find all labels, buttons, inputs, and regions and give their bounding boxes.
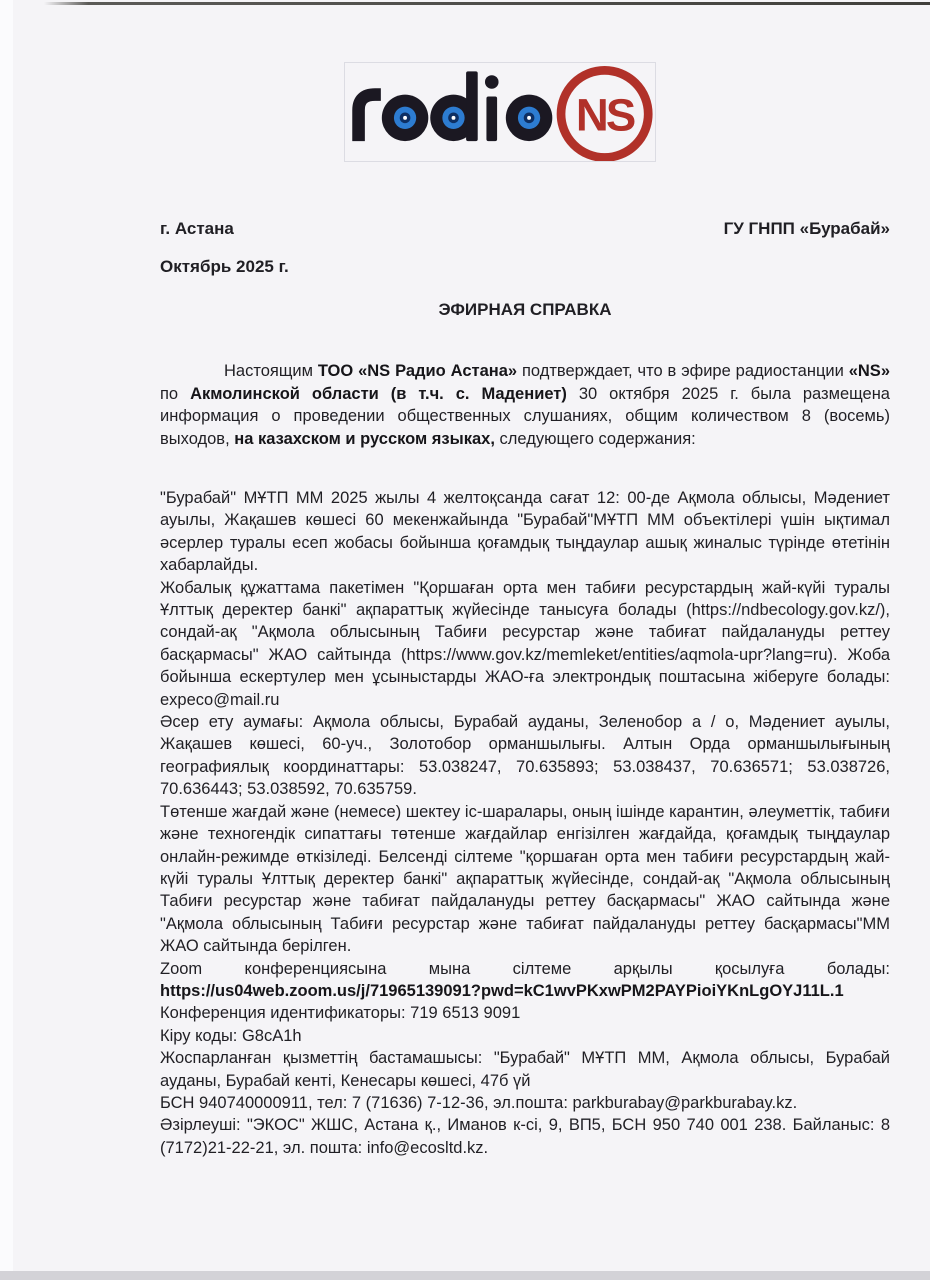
body-paragraph bbox=[160, 487, 890, 577]
text-segment: «NS» bbox=[848, 362, 890, 380]
text-segment: на казахском и русском языках, bbox=[234, 429, 495, 448]
text-segment: Әзірлеуші: "ЭКОС" ЖШС, Астана қ., Иманов к-сі, 9, ВП5, БСН 950 740 001 238. Байланыс: 8 (7172)21-22-21, эл. пошта: info@ecosltd.kz. bbox=[160, 1116, 890, 1157]
body-paragraph bbox=[160, 801, 890, 958]
text-segment: Жоспарланған қызметтің бастамашысы: "Бурабай" МҰТП ММ, Ақмола облысы, Бурабай ауданы, Бурабай кенті, Кенесары көшесі, 47б үй bbox=[160, 1049, 890, 1090]
header-date: Октябрь 2025 г. bbox=[160, 257, 289, 276]
header-organization: ГУ ГНПП «Бурабай» bbox=[723, 219, 890, 238]
text-segment: Акмолинской области (в т.ч. с. Мадениет) bbox=[190, 384, 567, 403]
body-paragraph bbox=[160, 1114, 890, 1159]
text-segment: БСН 940740000911, тел: 7 (71636) 7-12-36, эл.пошта: parkburabay@parkburabay.kz. bbox=[160, 1093, 798, 1112]
text-segment: https://us04web.zoom.us/j/71965139091?pwd=kC1wvPKxwPM2PAYPioiYKnLgOYJ11L.1 bbox=[160, 981, 844, 1000]
text-segment: по bbox=[160, 384, 191, 403]
body-paragraph bbox=[160, 1047, 890, 1092]
header-city: г. Астана bbox=[160, 219, 234, 238]
scanner-left-strip bbox=[0, 0, 13, 1280]
body-paragraph bbox=[160, 1025, 890, 1047]
speaker-dot-icon bbox=[394, 107, 416, 129]
ns-badge-text: NS bbox=[575, 89, 634, 141]
text-segment: Әсер ету аумағы: Ақмола облысы, Бурабай ауданы, Зеленобор а / о, Мәдениет ауылы, Жақашев көшесі, 60-уч., Золотобор орманшылығы. Алтын Орда орманшылығының географиялық координаттары: 53.038247, 70.635893; 53.038437, 70.636571; 53.038726, 70.636443; 53.038592, 70.635759. bbox=[160, 713, 890, 799]
radio-ns-logo bbox=[344, 62, 656, 162]
text-segment: ТОО «NS Радио Астана» bbox=[317, 362, 522, 380]
text-segment: следующего содержания: bbox=[494, 429, 696, 448]
speaker-dot-icon bbox=[442, 107, 464, 129]
scan-bottom-edge-shadow bbox=[0, 1271, 930, 1280]
body-paragraph bbox=[160, 1092, 890, 1114]
document-body bbox=[160, 487, 890, 1159]
body-paragraph bbox=[160, 711, 890, 801]
text-segment: Кіру коды: G8cA1h bbox=[160, 1026, 302, 1045]
scan-top-edge-shadow bbox=[44, 2, 930, 5]
text-segment: Жобалық құжаттама пакетімен "Қоршаған орта мен табиғи ресурстардың жай-күйі туралы Ұлттық деректер банкі" ақпараттық жүйесінде танысуға болады (https://ndbecology.gov.kz/), сондай-ақ "Ақмола облысының Табиғи ресурстар және табиғат пайдалануды реттеу басқармасы" ЖАО сайтында (https://www.gov.kz/memleket/entities/aqmola-upr?lang=ru). Жоба бойынша ескертулер мен ұсыныстарды ЖАО-ға электрондық поштасына жіберуге болады: expeco@mail.ru bbox=[160, 578, 890, 709]
text-segment: Төтенше жағдай және (немесе) шектеу іс-шаралары, оның ішінде карантин, әлеуметтік, табиғи және техногендік сипаттағы төтенше жағдайлар енгізілген жағдайда, қоғамдық тыңдаулар онлайн-режимде өткізіледі. Белсенді сілтеме "қоршаған орта мен табиғи ресурстардың жай-күйі туралы Ұлттық деректер банкі" ақпараттық жүйесінде, сондай-ақ "Ақмола облысының Табиғи ресурстар және табиғат пайдалануды реттеу басқармасы" ЖАО сайтында және "Ақмола облысының Табиғи ресурстар және табиғат пайдалануды реттеу басқармасы"ММ ЖАО сайтында берілген. bbox=[160, 802, 890, 956]
text-segment: Настоящим bbox=[224, 362, 318, 380]
document-title: ЭФИРНАЯ СПРАВКА bbox=[438, 300, 612, 319]
text-segment: 30 октября 2025 г. была размещена информация о проведении общественных слушаниях, общим количеством 8 (восемь) выходов, bbox=[160, 384, 890, 448]
document-header-row bbox=[160, 219, 890, 239]
ns-badge bbox=[561, 70, 648, 157]
text-segment: "Бурабай" МҰТП ММ 2025 жылы 4 желтоқсанда сағат 12: 00-де Ақмола облысы, Мәдениет ауылы, Жақашев көшесі 60 мекенжайында "Бурабай"МҰТП ММ объектілері үшін ықтимал әсерлер туралы есеп жобасы бойынша қоғамдық тыңдаулар ашық жиналыс түрінде өтетінін хабарлайды. bbox=[160, 489, 890, 575]
text-segment: Конференция идентификаторы: 719 6513 9091 bbox=[160, 1004, 521, 1023]
radio-ns-logo-graphic bbox=[345, 63, 655, 161]
radio-wordmark bbox=[359, 71, 553, 141]
speaker-dot-icon bbox=[518, 107, 540, 129]
intro-paragraph bbox=[160, 360, 890, 450]
body-paragraph bbox=[160, 577, 890, 711]
body-paragraph bbox=[160, 1002, 890, 1024]
text-segment: подтверждает, что в эфире радиостанции bbox=[521, 362, 849, 380]
body-paragraph bbox=[160, 958, 890, 1003]
text-segment: Zoom конференциясына мына сілтеме арқылы қосылуға болады: bbox=[160, 959, 890, 978]
